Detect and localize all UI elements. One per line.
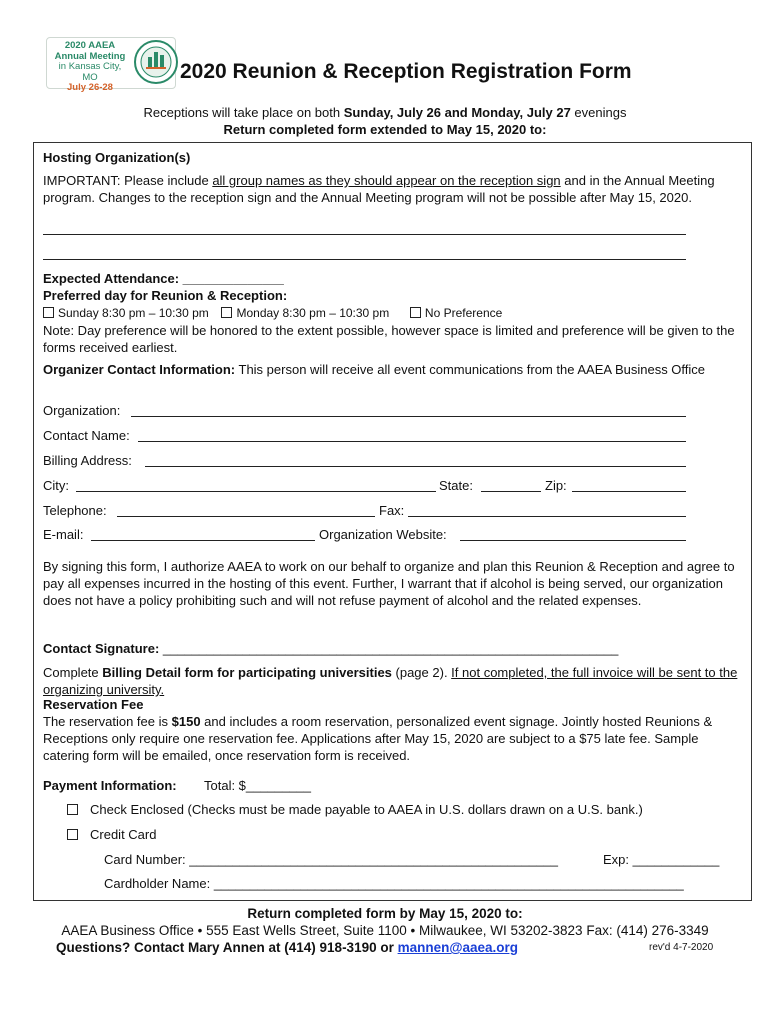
- footer-questions-text: Questions? Contact Mary Annen at (414) 918-3190 or: [56, 940, 398, 955]
- website-label: Organization Website:: [319, 527, 447, 542]
- cardholder-name-field[interactable]: Cardholder Name: _________________________________________________________________: [104, 876, 684, 891]
- state-field[interactable]: [481, 491, 541, 492]
- check-enclosed-label: Check Enclosed (Checks must be made payable to AAEA in U.S. dollars drawn on a U.S. bank.): [90, 802, 643, 817]
- checkbox-icon[interactable]: [221, 307, 232, 318]
- intro-pre: Receptions will take place on both: [143, 105, 344, 120]
- organizer-heading: Organizer Contact Information:: [43, 362, 236, 377]
- signature-label: Contact Signature:: [43, 641, 160, 656]
- hosting-important-underlined: all group names as they should appear on the reception sign: [212, 173, 561, 188]
- billing-address-field[interactable]: [145, 466, 686, 467]
- hosting-important-pre: IMPORTANT: Please include: [43, 173, 213, 188]
- organization-field[interactable]: [131, 416, 686, 417]
- billing-bold: Billing Detail form for participating universities: [102, 665, 392, 680]
- footer-questions: [56, 940, 518, 955]
- checkbox-icon[interactable]: [43, 307, 54, 318]
- fee-heading: Reservation Fee: [43, 697, 144, 712]
- logo-line-4: July 26-28: [67, 82, 113, 93]
- hosting-line-1[interactable]: [43, 234, 686, 235]
- intro-post: evenings: [570, 105, 627, 120]
- attendance-note: Note: Day preference will be honored to the extent possible, however space is limited and preference will be given to the forms received earliest.: [43, 323, 735, 355]
- option-no-preference-label: No Preference: [424, 306, 503, 320]
- payment-total[interactable]: Total: $_________: [204, 778, 311, 793]
- city-label: City:: [43, 478, 69, 493]
- telephone-label: Telephone:: [43, 503, 107, 518]
- credit-card-label: Credit Card: [90, 827, 157, 842]
- intro-line: [0, 105, 770, 120]
- organizer-intro: [43, 361, 745, 378]
- hosting-important-post: and in the Annual Meeting program. Changes to the reception sign and the Annual Meeting program will not be possible after May 15, 2020.: [43, 173, 715, 205]
- billing-address-label: Billing Address:: [43, 453, 132, 468]
- exp-field[interactable]: Exp: ____________: [603, 852, 720, 867]
- billing-detail-text: [43, 664, 745, 698]
- footer-address: AAEA Business Office • 555 East Wells Street, Suite 1100 • Milwaukee, WI 53202-3823 Fax: (414) 276-3349: [61, 923, 709, 938]
- credit-card-option[interactable]: [67, 826, 156, 843]
- zip-label: Zip:: [545, 478, 567, 493]
- preferred-day-options: [43, 305, 502, 322]
- contact-email-link[interactable]: mannen@aaea.org: [397, 940, 519, 955]
- email-field[interactable]: [91, 540, 315, 541]
- page-title: 2020 Reunion & Reception Registration Form: [180, 60, 632, 83]
- hosting-line-2[interactable]: [43, 259, 686, 260]
- zip-field[interactable]: [572, 491, 686, 492]
- logo-line-3: in Kansas City, MO: [58, 61, 122, 83]
- option-no-preference[interactable]: [410, 306, 502, 320]
- checkbox-icon[interactable]: [67, 804, 78, 815]
- intro-return-line: Return completed form extended to May 15, 2020 to:: [223, 122, 547, 137]
- email-label: E-mail:: [43, 527, 84, 542]
- authorization-text: By signing this form, I authorize AAEA to work on our behalf to organize and plan this Reunion & Reception and agree to pay all expenses incurred in the hosting of this event. Further, I warrant that if alcohol is being served, our organization does not have a policy prohibiting such and will not refuse payment of alcohol and the related expenses.: [43, 559, 735, 608]
- hosting-important: [43, 172, 745, 206]
- option-sunday-label: Sunday 8:30 pm – 10:30 pm: [58, 306, 209, 320]
- logo-text: [51, 41, 129, 94]
- city-field[interactable]: [76, 491, 436, 492]
- fee-post: and includes a room reservation, personalized event signage. Jointly hosted Reunions & Receptions only require one reservation fee. Applications after May 15, 2020 are subject to a $75 late fee. Sample catering form will be emailed, once reservation form is received.: [43, 714, 713, 763]
- intro-days: Sunday, July 26 and Monday, July 27: [343, 105, 571, 120]
- logo-line-2: Annual Meeting: [54, 50, 126, 62]
- payment-label: Payment Information:: [43, 778, 177, 793]
- state-label: State:: [439, 478, 473, 493]
- fee-pre: The reservation fee is: [43, 714, 172, 729]
- website-field[interactable]: [460, 540, 686, 541]
- organizer-desc: This person will receive all event communications from the AAEA Business Office: [235, 362, 706, 377]
- card-number-field[interactable]: Card Number: ___________________________________________________: [104, 852, 558, 867]
- fee-text: [43, 713, 745, 764]
- logo-line-1: 2020 AAEA: [64, 40, 116, 51]
- option-monday[interactable]: [221, 306, 389, 320]
- event-logo: [46, 37, 176, 93]
- footer-return-line: Return completed form by May 15, 2020 to:: [247, 906, 523, 921]
- fee-amount: $150: [171, 714, 201, 729]
- contact-name-label: Contact Name:: [43, 428, 130, 443]
- option-sunday[interactable]: [43, 306, 209, 320]
- signature-row[interactable]: [43, 640, 618, 657]
- signature-line[interactable]: _______________________________________________________________: [159, 641, 619, 656]
- checkbox-icon[interactable]: [410, 307, 421, 318]
- revision-date: rev'd 4-7-2020: [649, 942, 714, 953]
- hosting-heading: Hosting Organization(s): [43, 150, 191, 165]
- fax-field[interactable]: [408, 516, 686, 517]
- seal-icon: [133, 39, 179, 85]
- billing-mid: (page 2).: [391, 665, 452, 680]
- contact-name-field[interactable]: [138, 441, 686, 442]
- organization-label: Organization:: [43, 403, 121, 418]
- checkbox-icon[interactable]: [67, 829, 78, 840]
- billing-pre: Complete: [43, 665, 103, 680]
- billing-underlined: If not completed, the full invoice will be sent to the organizing university.: [43, 665, 738, 697]
- check-enclosed-option[interactable]: [67, 801, 643, 818]
- attendance-label[interactable]: Expected Attendance: ______________: [43, 271, 284, 286]
- option-monday-label: Monday 8:30 pm – 10:30 pm: [236, 306, 390, 320]
- preferred-day-label: Preferred day for Reunion & Reception:: [43, 288, 288, 303]
- telephone-field[interactable]: [117, 516, 375, 517]
- fax-label: Fax:: [379, 503, 405, 518]
